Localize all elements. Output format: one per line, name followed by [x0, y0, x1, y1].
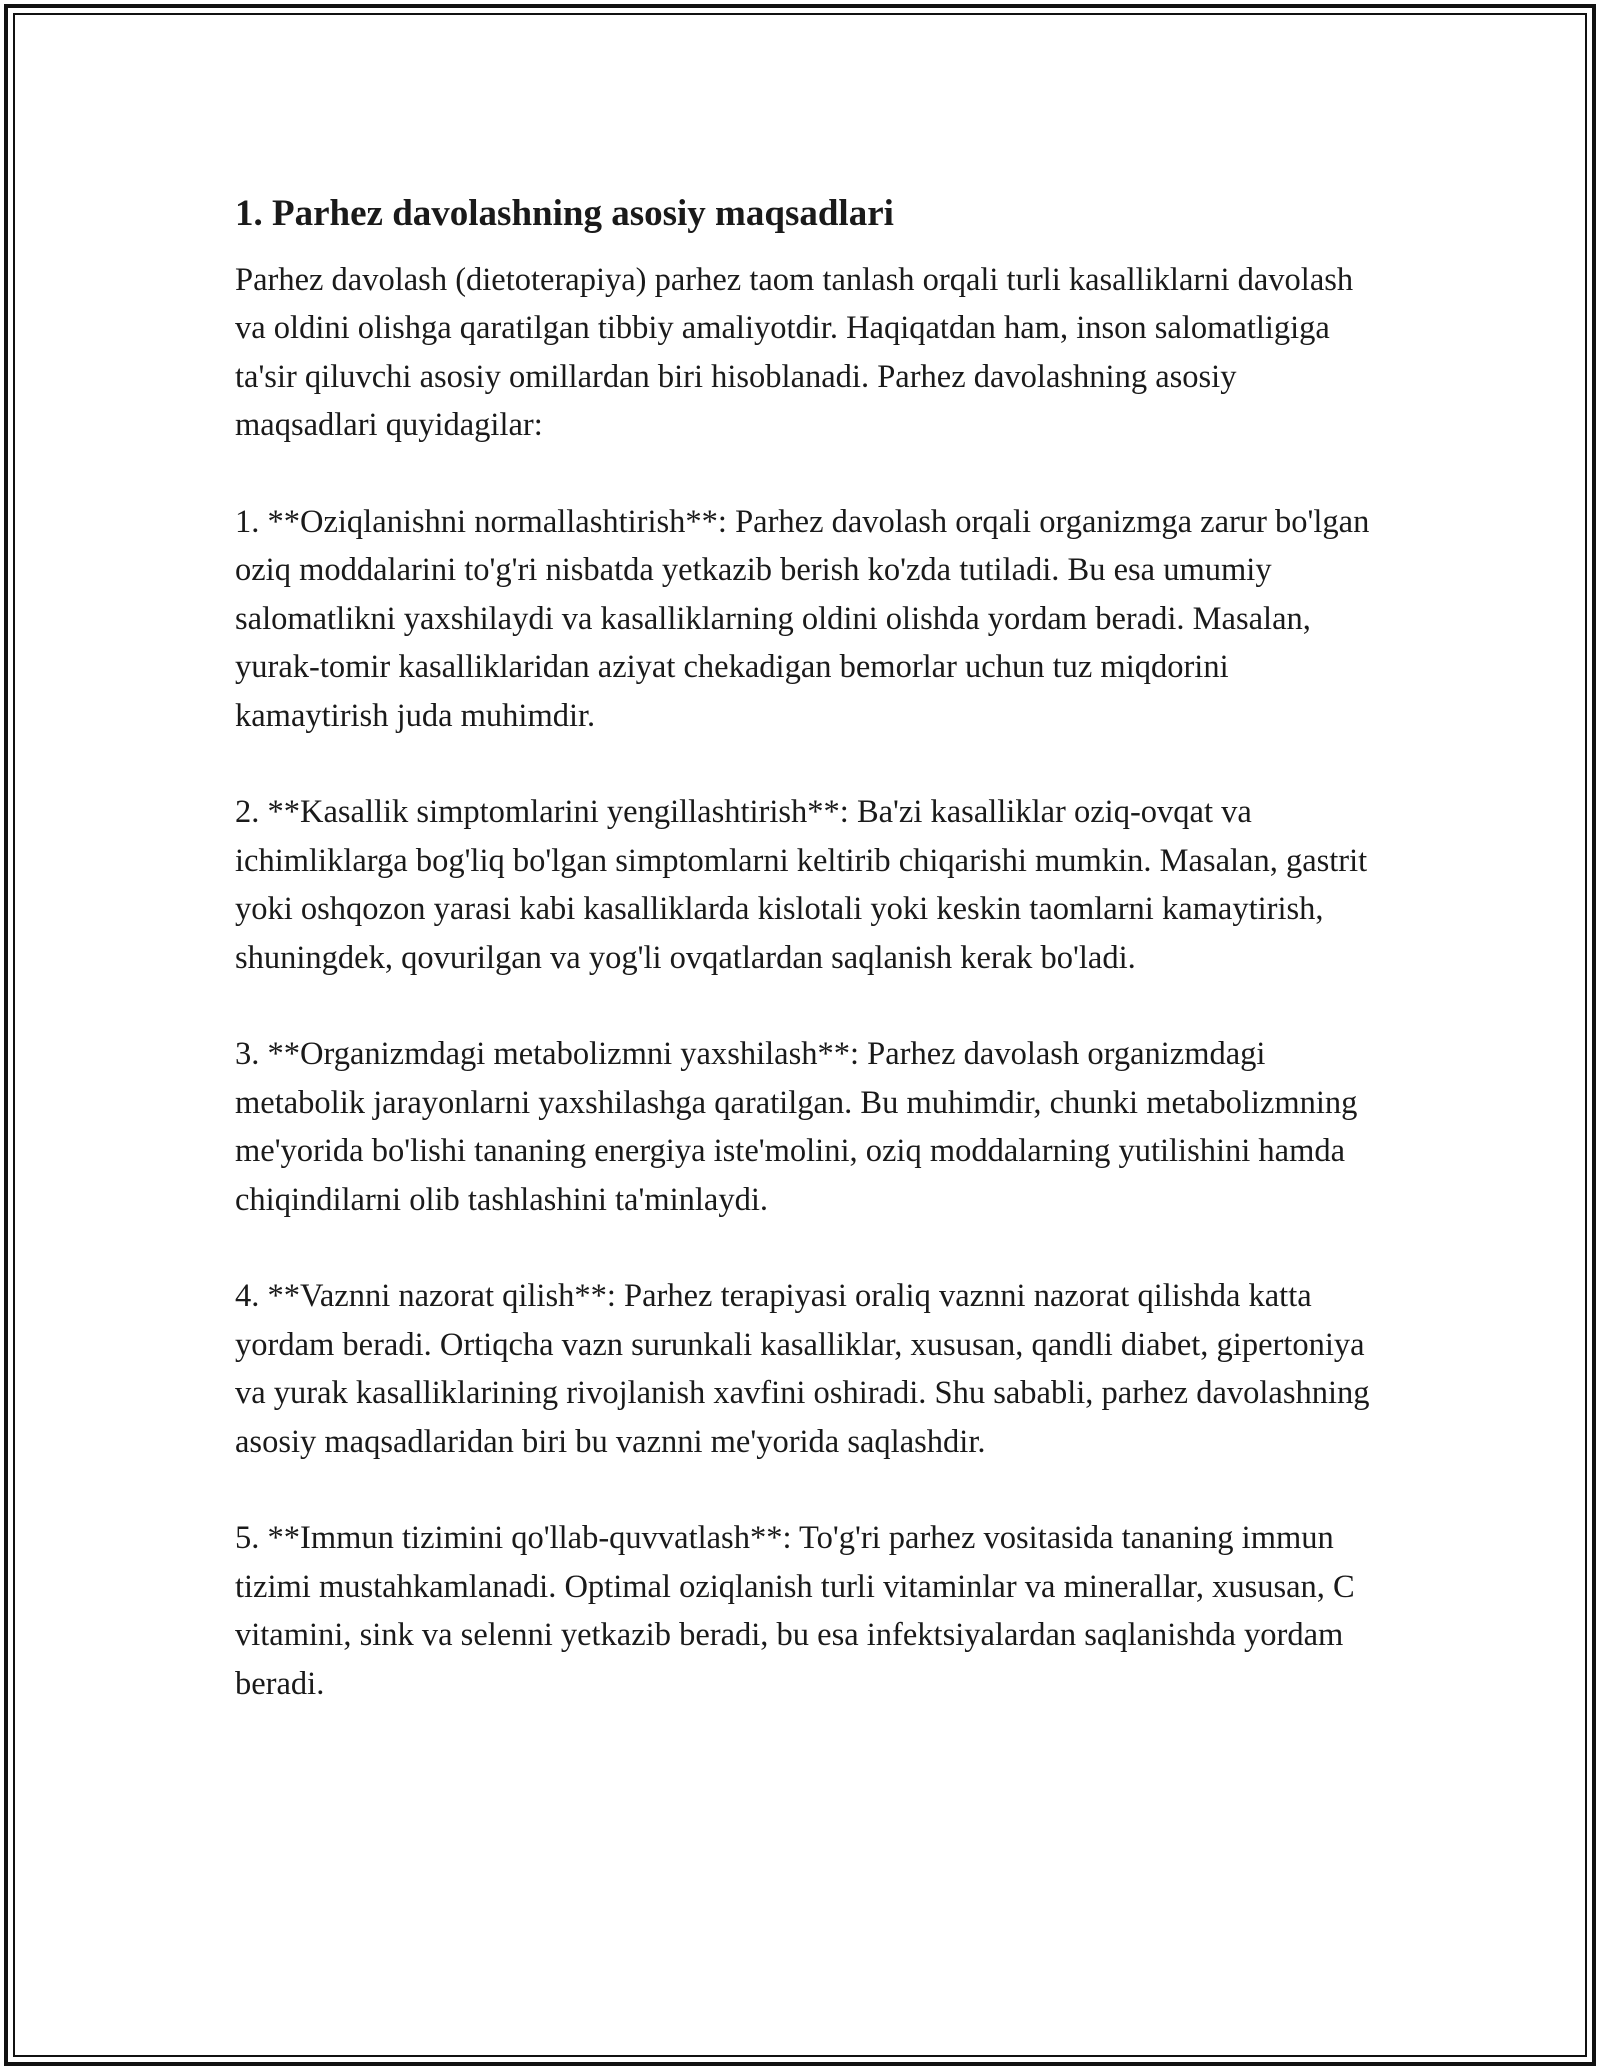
list-item-immune-support: 5. **Immun tizimini qo'llab-quvvatlash**: To'g'ri parhez vositasida tananing immun tizimi mustahkamlanadi. Optimal oziqlanish turli vitaminlar va minerallar, xususan, C vitamini, sink va selenni yetkazib beradi, bu esa infektsiyalardan saqlanishda yordam beradi. [235, 1520, 1355, 1702]
list-item-nutrition-normalization: 1. **Oziqlanishni normallashtirish**: Parhez davolash orqali organizmga zarur bo'lgan oziq moddalarini to'g'ri nisbatda yetkazib berish ko'zda tutiladi. Bu esa umumiy salomatlikni yaxshilaydi va kasalliklarning oldini olishda yordam beradi. Masalan, yurak-tomir kasalliklaridan aziyat chekadigan bemorlar uchun tuz miqdorini kamaytirish juda muhimdir. [235, 504, 1370, 734]
list-item-weight-control: 4. **Vaznni nazorat qilish**: Parhez terapiyasi oraliq vaznni nazorat qilishda katta yordam beradi. Ortiqcha vazn surunkali kasalliklar, xususan, qandli diabet, gipertoniya va yurak kasalliklarining rivojlanish xavfini oshiradi. Shu sababli, parhez davolashning asosiy maqsadlaridan biri bu vaznni me'yorida saqlashdir. [235, 1278, 1370, 1460]
section-heading: 1. Parhez davolashning asosiy maqsadlari [235, 193, 894, 234]
list-item-symptom-relief: 2. **Kasallik simptomlarini yengillashtirish**: Ba'zi kasalliklar oziq-ovqat va ichimliklarga bog'liq bo'lgan simptomlarni keltirib chiqarishi mumkin. Masalan, gastrit yoki oshqozon yarasi kabi kasalliklarda kislotali yoki keskin taomlarni kamaytirish, shuningdek, qovurilgan va yog'li ovqatlardan saqlanish kerak bo'ladi. [235, 794, 1368, 976]
intro-paragraph: Parhez davolash (dietoterapiya) parhez taom tanlash orqali turli kasalliklarni davolash va oldini olishga qaratilgan tibbiy amaliyotdir. Haqiqatdan ham, inson salomatligiga ta'sir qiluvchi asosiy omillardan biri hisoblanadi. Parhez davolashning asosiy maqsadlari quyidagilar: [235, 262, 1354, 444]
list-item-metabolism-improvement: 3. **Organizmdagi metabolizmni yaxshilash**: Parhez davolash organizmdagi metabolik jarayonlarni yaxshilashga qaratilgan. Bu muhimdir, chunki metabolizmning me'yorida bo'lishi tananing energiya iste'molini, oziq moddalarning yutilishini hamda chiqindilarni olib tashlashini ta'minlaydi. [235, 1036, 1358, 1218]
document-body [235, 188, 1375, 1757]
